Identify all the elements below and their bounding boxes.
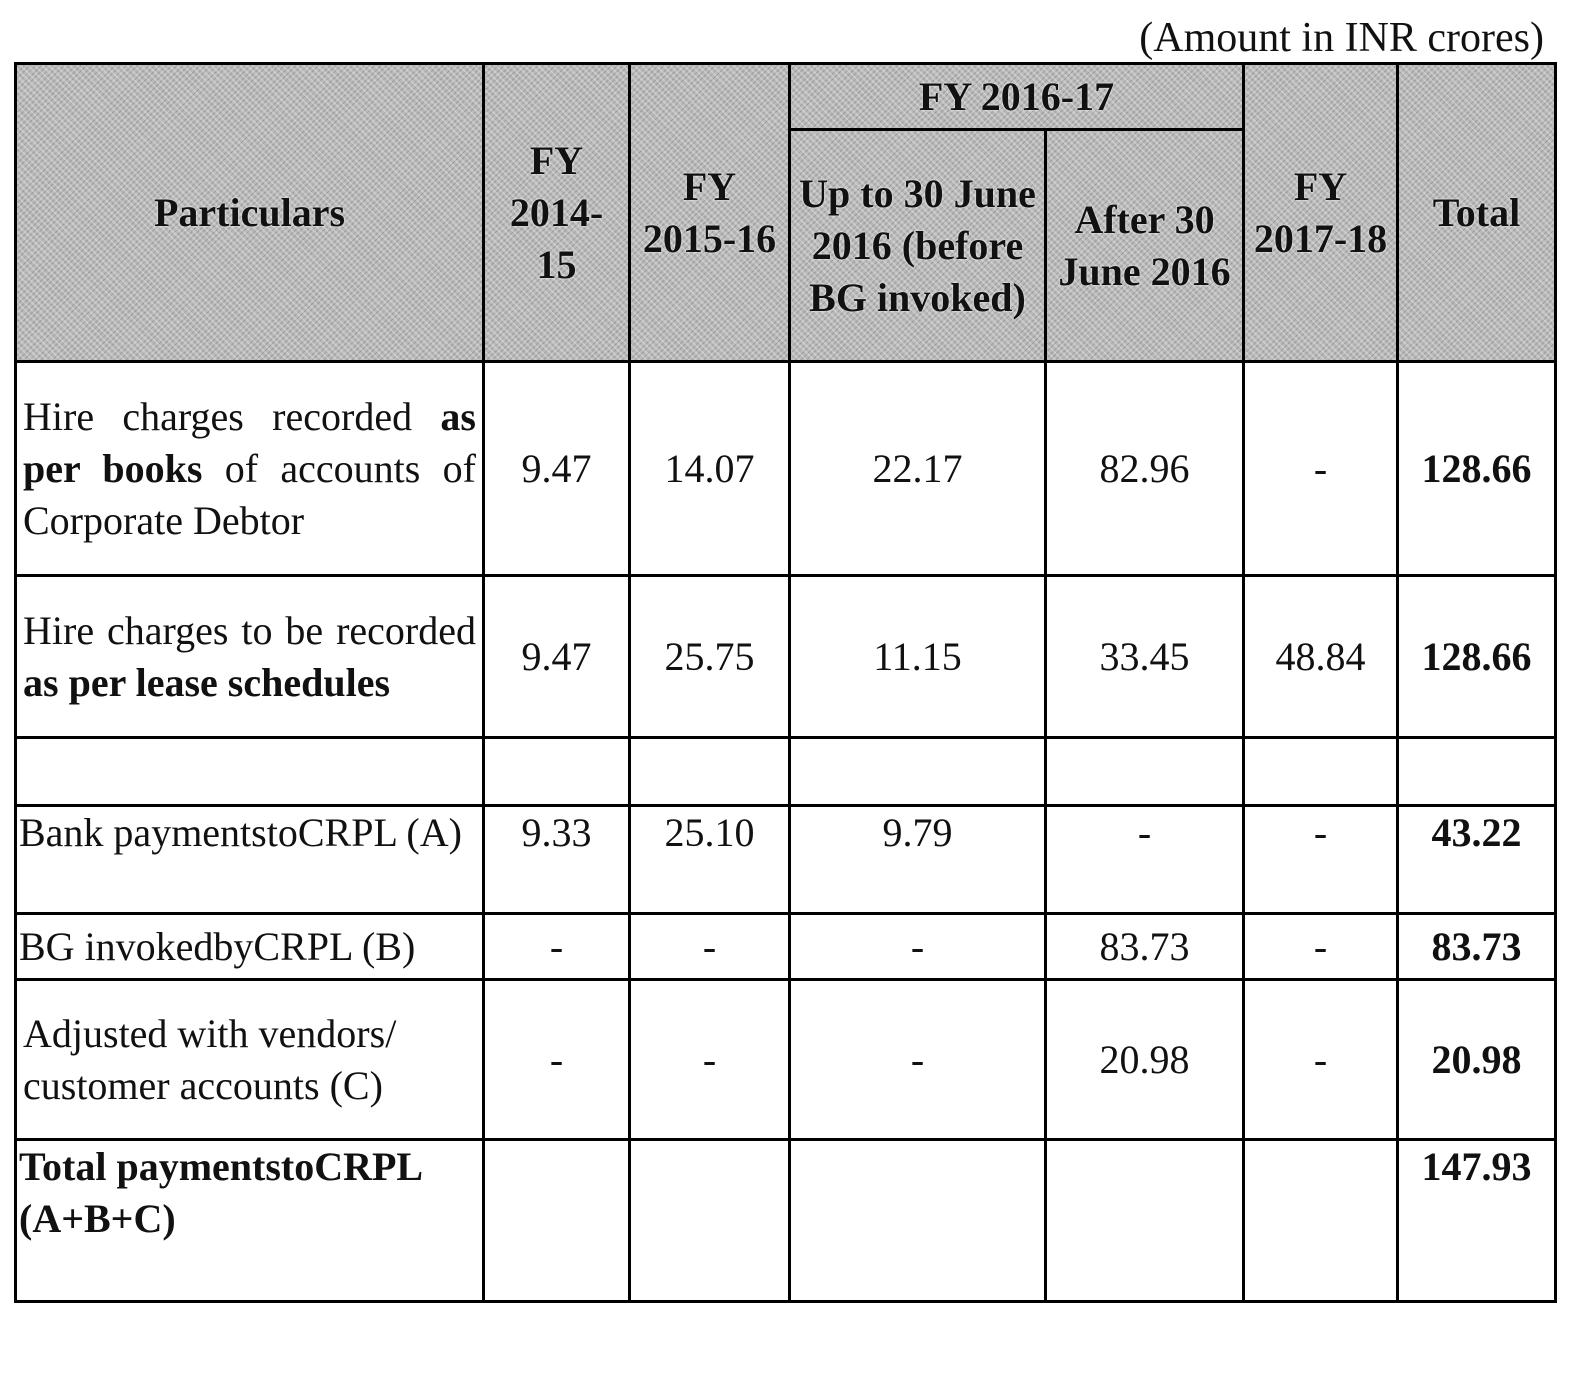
empty-cell: [484, 1140, 630, 1302]
empty-cell: [790, 738, 1046, 806]
empty-cell: [1398, 738, 1556, 806]
cell-value: 25.10: [630, 806, 790, 914]
hire-charges-table: [14, 62, 1557, 1303]
row-label-total-payments: Total paymentstoCRPL (A+B+C): [16, 1140, 484, 1302]
cell-value: -: [1046, 806, 1244, 914]
cell-value: -: [630, 914, 790, 980]
cell-value: 25.75: [630, 576, 790, 738]
empty-cell: [630, 1140, 790, 1302]
cell-value: -: [1244, 914, 1398, 980]
cell-value: 82.96: [1046, 362, 1244, 576]
empty-cell: [630, 738, 790, 806]
row-label-adjusted-vendors: Adjusted with vendors/ customer accounts (C): [16, 980, 484, 1140]
table-row: [16, 362, 1556, 576]
cell-total: 20.98: [1398, 980, 1556, 1140]
cell-value: -: [1244, 806, 1398, 914]
cell-value: -: [790, 914, 1046, 980]
cell-value: -: [790, 980, 1046, 1140]
empty-cell: [790, 1140, 1046, 1302]
empty-cell: [16, 738, 484, 806]
row-label-hire-charges-lease: Hire charges to be recorded as per lease schedules: [16, 576, 484, 738]
col-header-fy-2014-15: FY 2014-15: [484, 64, 630, 362]
table-row: [16, 914, 1556, 980]
cell-total: 83.73: [1398, 914, 1556, 980]
cell-value: 9.33: [484, 806, 630, 914]
cell-total: 128.66: [1398, 576, 1556, 738]
cell-value: 33.45: [1046, 576, 1244, 738]
cell-value: -: [484, 914, 630, 980]
table-row: [16, 980, 1556, 1140]
cell-value: -: [630, 980, 790, 1140]
cell-total: 128.66: [1398, 362, 1556, 576]
col-header-total: Total: [1398, 64, 1556, 362]
table-row: [16, 576, 1556, 738]
table-row-empty: [16, 738, 1556, 806]
cell-value: -: [484, 980, 630, 1140]
col-header-after-30-june-2016: After 30 June 2016: [1046, 130, 1244, 362]
cell-value: -: [1244, 980, 1398, 1140]
empty-cell: [1244, 1140, 1398, 1302]
col-header-fy-2017-18: FY 2017-18: [1244, 64, 1398, 362]
col-header-particulars: Particulars: [16, 64, 484, 362]
row-label-hire-charges-books: Hire charges recorded as per books of accounts of Corporate Debtor: [16, 362, 484, 576]
cell-value: 20.98: [1046, 980, 1244, 1140]
empty-cell: [1046, 738, 1244, 806]
cell-value: 11.15: [790, 576, 1046, 738]
empty-cell: [1244, 738, 1398, 806]
cell-value: 9.47: [484, 576, 630, 738]
row-label-bank-payments: Bank paymentstoCRPL (A): [16, 806, 484, 914]
empty-cell: [1046, 1140, 1244, 1302]
empty-cell: [484, 738, 630, 806]
amount-unit-note: (Amount in INR crores): [1139, 15, 1544, 61]
cell-value: 83.73: [1046, 914, 1244, 980]
cell-grand-total: 147.93: [1398, 1140, 1556, 1302]
cell-value: 48.84: [1244, 576, 1398, 738]
cell-value: -: [1244, 362, 1398, 576]
cell-total: 43.22: [1398, 806, 1556, 914]
col-header-fy-2015-16: FY 2015-16: [630, 64, 790, 362]
cell-value: 9.79: [790, 806, 1046, 914]
cell-value: 22.17: [790, 362, 1046, 576]
table-row: [16, 806, 1556, 914]
cell-value: 14.07: [630, 362, 790, 576]
col-header-up-to-30-june-2016: Up to 30 June 2016 (before BG invoked): [790, 130, 1046, 362]
table-row-total: [16, 1140, 1556, 1302]
cell-value: 9.47: [484, 362, 630, 576]
col-header-fy-2016-17: FY 2016-17: [790, 64, 1244, 130]
header-row-1: [16, 64, 1556, 130]
row-label-bg-invoked: BG invokedbyCRPL (B): [16, 914, 484, 980]
